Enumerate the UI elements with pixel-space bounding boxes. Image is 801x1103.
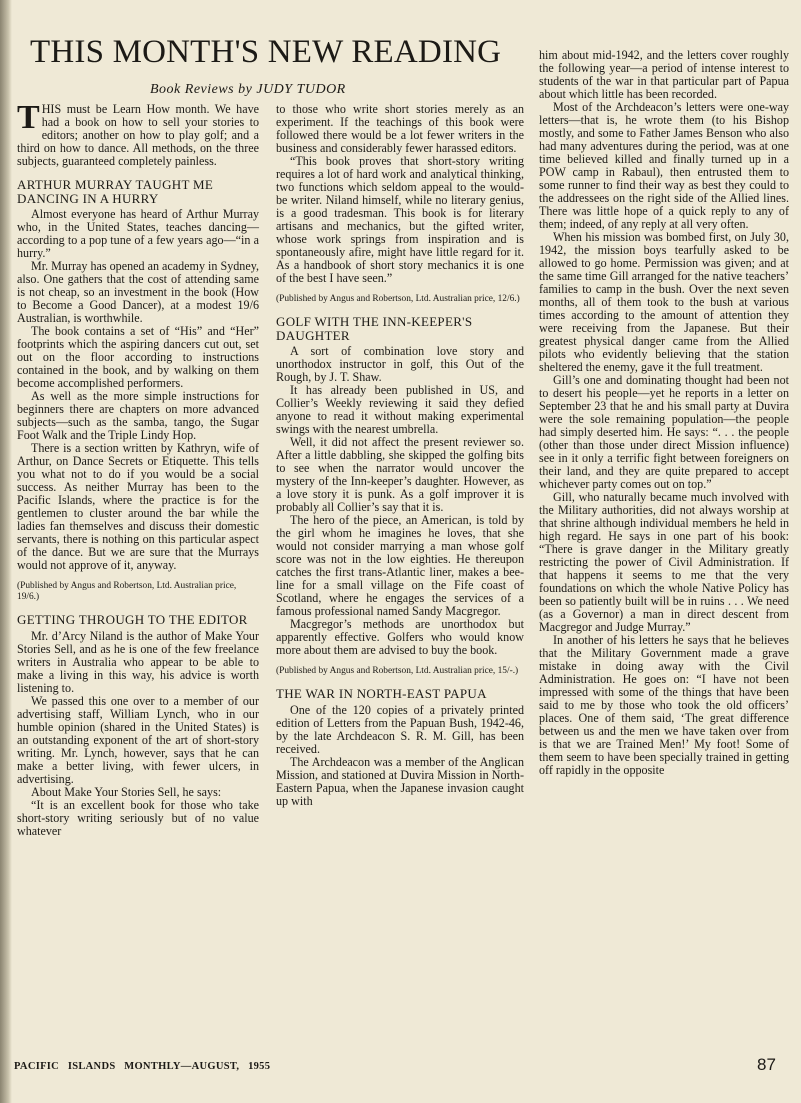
intro-text: HIS must be Learn How month. We have had a book on how to sell your stories to editors; another on how to play golf; and a third on how to dance. All methods, on the three subjects, guaranteed completely painless.	[17, 102, 259, 168]
review-heading-golf: GOLF WITH THE INN-KEEPER'S DAUGHTER	[276, 314, 473, 343]
paragraph: The Archdeacon was a member of the Anglican Mission, and stationed at Duvira Mission in North-Eastern Papua, when the Japanese invasion caught up with	[276, 754, 524, 808]
paragraph: Well, it did not affect the present reviewer so. After a little dabbling, she skipped the golfing bits to see when the narrator would uncover the mystery of the Inn-keeper’s daughter. However, as a love story it is punk. As a golf improver it is probably all Collier’s say that it is.	[276, 435, 524, 514]
column-3	[539, 49, 789, 777]
paragraph: “It is an excellent book for those who take short-story writing seriously but of no value whatever	[17, 797, 259, 838]
paragraph: About Make Your Stories Sell, he says:	[31, 784, 222, 799]
paragraph: Gill’s one and dominating thought had been not to desert his people—yet he reports in a letter on September 23 that he and his small party at Duvira were the sole remaining population—the people had simply deserted him. He says: “. . . the people (other than those under direct Mission influence) see in it only a terrific fight between foreigners on their land, and they are quite prepared to accept whichever party comes out on top.”	[539, 373, 789, 491]
footer-masthead: PACIFIC ISLANDS MONTHLY—AUGUST, 1955	[14, 1061, 271, 1072]
paragraph: Mr. Murray has opened an academy in Sydney, also. One gathers that the cost of attending same is not cheap, so an investment in the book (How to Become a Good Dancer), at a modest 19/6 Australian, is worthwhile.	[17, 259, 259, 325]
column-1	[17, 99, 259, 838]
byline: Book Reviews by JUDY TUDOR	[150, 82, 346, 97]
paragraph: Most of the Archdeacon’s letters were one-way letters—that is, he wrote them (to his Bishop mostly, and some to Father James Benson who also had many adventures during the period, was at one time believed killed and finally turned up in a POW camp in Rabaul), then entrusted them to some runner to find their way as best they could to the addressees on the right side of the Allied lines. There was little hope of a quick reply to any of them; indeed, of any reply at all very often.	[539, 100, 789, 231]
publisher-note: (Published by Angus and Robertson, Ltd. Australian price, 15/-.)	[276, 666, 519, 676]
paragraph: The book contains a set of “His” and “Her” footprints which the aspiring dancers cut out, set out on the floor according to instructions contained in the book, and by walking on them become accomplished performers.	[17, 324, 259, 390]
paragraph: One of the 120 copies of a privately printed edition of Letters from the Papuan Bush, 1942-46, by the late Archdeacon S. R. M. Gill, has been received.	[276, 702, 524, 756]
page-number: 87	[757, 1055, 776, 1074]
paragraph: When his mission was bombed first, on July 30, 1942, the mission boys tearfully asked to be allowed to go home. Permission was given; and at the same time Gill arranged for the native teachers’ families to camp in the bush. Over the next seven months, all of them took to the bush at various times according to the amount of attention they were receiving from the Japanese. But their greatest physical danger came from the Allied pilots who evidently believing that the station sheltered the enemy, gave it the full treatment.	[539, 230, 789, 374]
paragraph: him about mid-1942, and the letters cover roughly the following year—a period of intense interest to students of the war in that particular part of Papua about which little has been recorded.	[539, 48, 789, 101]
paragraph: Mr. d’Arcy Niland is the author of Make Your Stories Sell, and as he is one of the few freelance writers in Australia who appear to be able to make a living in this way, his advice is worth listening to.	[17, 628, 259, 695]
paragraph: Gill, who naturally became much involved with the Military authorities, did not always worship at that shrine although individual members he held in high regard. He says in one part of his book: “There is grave danger in the Military greatly restricting the power of Civil Administration. If that happens it seems to me that the very foundations on which the whole Native Policy has been so patiently built will be in ruins . . . We need (as a Governor) a man in direct descent from Macgregor and Judge Murray.”	[539, 490, 789, 634]
review-heading-papua: THE WAR IN NORTH-EAST PAPUA	[276, 686, 487, 701]
paragraph: We passed this one over to a member of our advertising staff, William Lynch, who in our humble opinion (shared in the United States) is an outstanding exponent of the art of short-story writing. Mr. Lynch, however, says that he can make a better living, with fewer ulcers, in advertising.	[17, 693, 259, 786]
paragraph: “This book proves that short-story writing requires a lot of hard work and analytical thinking, two functions which seldom appeal to the would-be writer. Niland himself, while no literary genius, is a good tradesman. This book is for literary artisans and mechanics, but the gifted writer, whose work springs from inspiration and is spontaneously afire, might have little regard for it. As a handbook of short story mechanics it is one of the best I have seen.”	[276, 154, 524, 285]
paragraph: As well as the more simple instructions for beginners there are chapters on more advanced subjects—such as the samba, tango, the Sugar Foot Walk and the Triple Lindy Hop.	[17, 389, 259, 442]
drop-cap: T	[17, 99, 40, 136]
paragraph: There is a section written by Kathryn, wife of Arthur, on Dance Secrets or Etiquette. This tells you what not to do if you would be a social success. As neither Murray has been to the Pacific Islands, where the practice is for the gentlemen to cluster around the bar while the ladies fan themselves and discuss their domestic servants, there is nothing on this particular aspect of the dance. But we are sure that the Murrays would not approve of it, anyway.	[17, 441, 259, 572]
binding-edge	[0, 0, 12, 1103]
publisher-note: (Published by Angus and Robertson, Ltd. Australian price, 12/6.)	[276, 294, 520, 304]
paragraph: The hero of the piece, an American, is told by the girl whom he imagines he loves, that she would not consider marrying a man whose golf score was not in the low eighties. He thereupon catches the first trans-Atlantic liner, makes a bee-line for a small village on the Fife coast of Scotland, where he engages the services of a famous professional named Sandy Macgregor.	[276, 513, 524, 618]
paragraph: Macgregor’s methods are unorthodox but apparently effective. Golfers who would know more about them are advised to buy the book.	[276, 617, 524, 657]
paragraph: In another of his letters he says that he believes that the Military Government made a grave mistake in doing away with the Civil Administration. He goes on: “I have not been impressed with some of the things that have been said to me by those who took the old officers’ places. One of them said, ‘The great difference between us and the men we have taken over from is that we are Trained Men!’ My foot! Some of them seem to have been specially trained in getting off rapidly in the opposite	[539, 633, 789, 777]
column-2	[276, 103, 524, 808]
intro-paragraph	[17, 99, 259, 168]
page-title: THIS MONTH'S NEW READING	[30, 34, 502, 70]
publisher-note: (Published by Angus and Robertson, Ltd. Australian price, 19/6.)	[17, 581, 237, 602]
paragraph: It has already been published in US, and Collier’s Weekly reviewing it said they defied anyone to read it without making experimental swings with the nearest umbrella.	[276, 383, 524, 436]
review-heading-dancing: ARTHUR MURRAY TAUGHT ME DANCING IN A HURRY	[17, 177, 214, 206]
paragraph: Almost everyone has heard of Arthur Murray who, in the United States, teaches dancing—according to a pop tune of a few years ago—“in a hurry.”	[17, 207, 259, 260]
paragraph: to those who write short stories merely as an experiment. If the teachings of this book were followed there would be a lot fewer writers in the business and considerably fewer harassed editors.	[276, 102, 524, 155]
review-heading-editor: GETTING THROUGH TO THE EDITOR	[17, 612, 248, 627]
paragraph: A sort of combination love story and unorthodox instructor in golf, this Out of the Rough, by J. T. Shaw.	[276, 344, 524, 384]
